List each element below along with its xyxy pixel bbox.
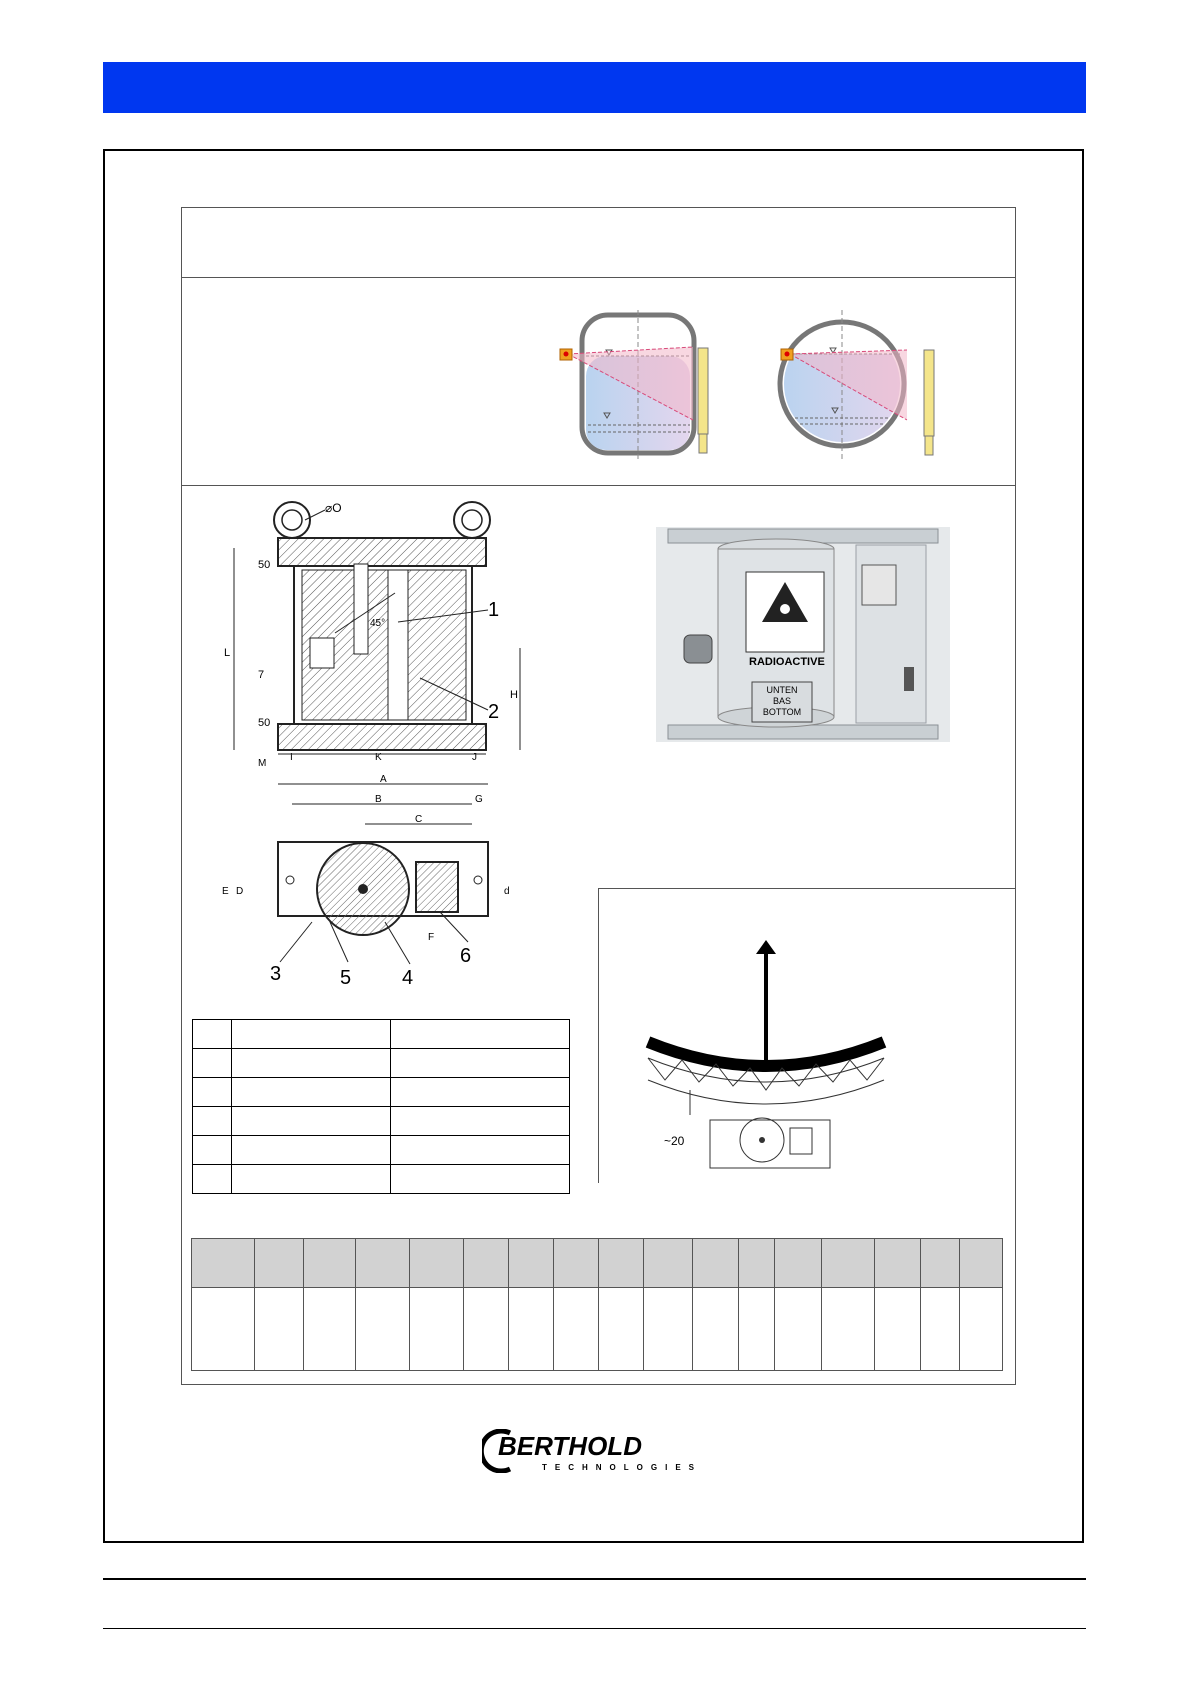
parts-table (192, 1019, 570, 1194)
dim-label-J: J (472, 752, 477, 763)
dim-label-I: I (290, 752, 293, 763)
table-row (193, 1078, 570, 1107)
dim-label-angle: 45° (370, 618, 386, 629)
mounting-detail-drawing (640, 940, 900, 1180)
callout-6: 6 (460, 945, 472, 967)
bottom-label-3: BOTTOM (762, 707, 802, 717)
section-divider (181, 485, 1016, 486)
top-view-drawing (220, 772, 520, 987)
dim-label-B: B (375, 794, 382, 805)
header-bar (103, 62, 1086, 113)
table-header-row (192, 1239, 1003, 1288)
dimensions-table (191, 1238, 1003, 1371)
dim-label-M: M (258, 758, 267, 769)
dim-label-C: C (415, 814, 423, 825)
callout-2: 2 (488, 701, 500, 723)
callout-4: 4 (402, 967, 414, 987)
dim-label-E: E (222, 886, 229, 897)
logo-name: BERTHOLD (498, 1431, 642, 1461)
detail-dim-20: ~20 (664, 1134, 685, 1148)
dim-label-L: L (224, 647, 231, 659)
dim-label-7: 7 (258, 669, 265, 681)
dim-label-d: d (504, 886, 510, 897)
dim-label-H: H (510, 689, 518, 701)
product-photo (656, 527, 950, 742)
table-row (193, 1020, 570, 1049)
table-row (193, 1165, 570, 1194)
vessel-diagrams (550, 310, 950, 460)
callout-3: 3 (270, 963, 282, 985)
table-row (193, 1049, 570, 1078)
dim-label-50-bottom: 50 (258, 717, 271, 729)
berthold-logo (482, 1429, 714, 1473)
radioactive-label: RADIOACTIVE (749, 656, 825, 668)
dim-label-G: G (475, 794, 483, 805)
callout-5: 5 (340, 967, 352, 987)
vessel-left (560, 310, 708, 460)
dim-label-50-top: 50 (258, 559, 271, 571)
table-row (193, 1136, 570, 1165)
dim-label-A: A (380, 774, 387, 785)
dim-label-K: K (375, 752, 382, 763)
dim-label-O: ⌀O (325, 501, 342, 515)
bottom-label-1: UNTEN (766, 685, 798, 695)
vessel-right (780, 310, 934, 460)
logo-sub: TECHNOLOGIES (542, 1463, 703, 1472)
dim-label-F: F (428, 932, 435, 943)
dim-label-D: D (236, 886, 244, 897)
bottom-label-2: BAS (772, 696, 792, 706)
table-row (193, 1107, 570, 1136)
footer-line-bottom (103, 1628, 1086, 1629)
title-divider (181, 277, 1016, 278)
footer-line-top (103, 1578, 1086, 1580)
table-row (192, 1288, 1003, 1371)
side-section-drawing (220, 498, 550, 773)
callout-1: 1 (488, 599, 500, 621)
